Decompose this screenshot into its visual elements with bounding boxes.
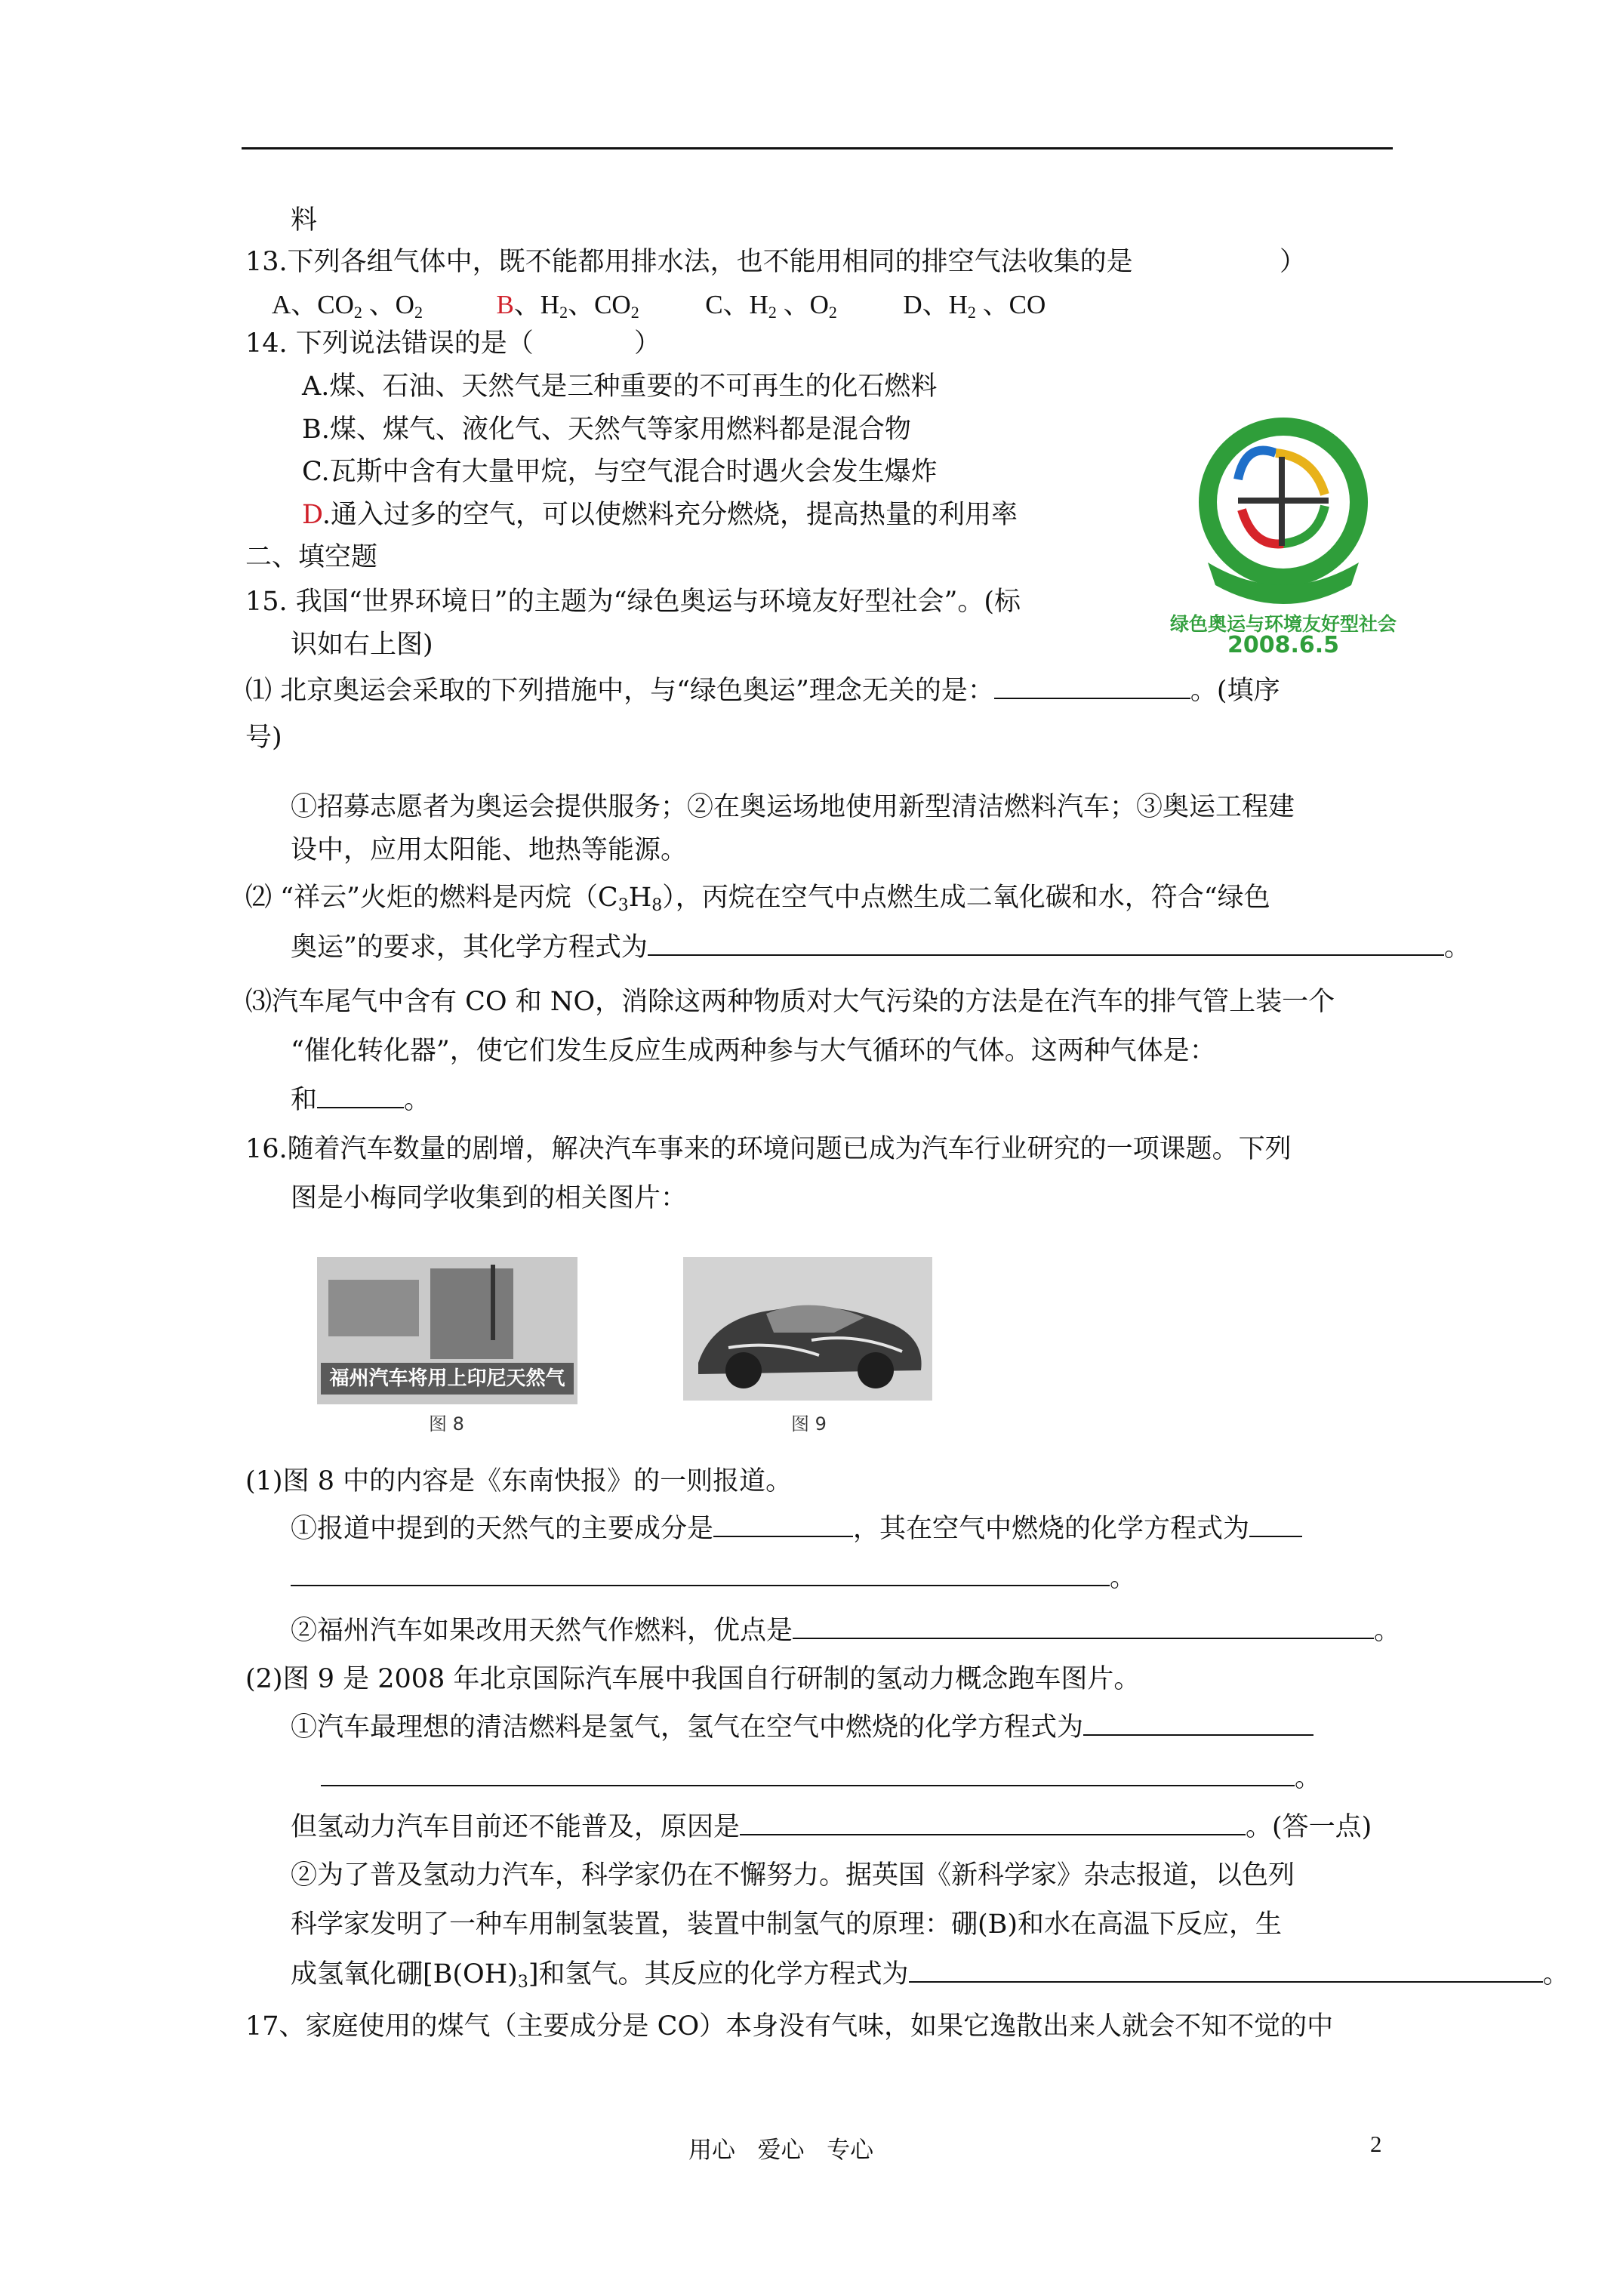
figure-8-photo-left bbox=[328, 1280, 419, 1336]
q16-part1-q2: ②福州汽车如果改用天然气作燃料，优点是 。 bbox=[291, 1616, 1401, 1646]
q16-part2-q2-line2: 科学家发明了一种车用制氢装置，装置中制氢气的原理：硼(B)和水在高温下反应，生 bbox=[291, 1909, 1283, 1940]
q15-part3-line2: “催化转化器”，使它们发生反应生成两种参与大气循环的气体。这两种气体是： bbox=[291, 1036, 1216, 1066]
q16-part2-q1b: 但氢动力汽车目前还不能普及，原因是 。(答一点) bbox=[291, 1812, 1372, 1842]
figure-8-building bbox=[430, 1268, 513, 1359]
q15-part1-options-line2: 设中，应用太阳能、地热等能源。 bbox=[291, 835, 688, 865]
logo-slogan: 绿色奥运与环境友好型社会 bbox=[1169, 613, 1397, 635]
q14-stem: 14. 下列说法错误的是（ bbox=[245, 328, 534, 359]
q16-boron-equation-blank[interactable] bbox=[909, 1959, 1543, 1983]
q13-option-a: A、$CO_2$ 、$O_2$ bbox=[272, 290, 423, 322]
q16-part1-q1: ①报道中提到的天然气的主要成分是 ，其在空气中燃烧的化学方程式为 bbox=[291, 1512, 1302, 1546]
figure-8-banner: 福州汽车将用上印尼天然气 bbox=[321, 1363, 574, 1395]
figure-8-crane bbox=[491, 1265, 495, 1340]
figure-8-caption: 图 8 bbox=[429, 1413, 464, 1435]
q13-stem bbox=[245, 245, 1133, 279]
section-title: 二、填空题 bbox=[245, 542, 378, 572]
q16-hydrogen-equation-blank-b[interactable] bbox=[321, 1762, 1295, 1786]
q15-part2-line1: ⑵ “祥云”火炬的燃料是丙烷$(C_3H_8)$，丙烷在空气中点燃生成二氧化碳和水，符合“绿色 bbox=[245, 883, 1270, 915]
q16-stem-line2: 图是小梅同学收集到的相关图片： bbox=[291, 1183, 688, 1213]
q15-part3-line3: 和 。 bbox=[291, 1085, 431, 1115]
q15-stem-line2: 识如右上图) bbox=[291, 630, 433, 660]
figure-8-newspaper-image bbox=[317, 1257, 577, 1404]
q16-part2-q2-line1: ②为了普及氢动力汽车，科学家仍在不懈努力。据英国《新科学家》杂志报道，以色列 bbox=[291, 1860, 1295, 1891]
q15-part1-wrap: 号) bbox=[245, 723, 282, 753]
figure-9-caption: 图 9 bbox=[791, 1413, 827, 1435]
q13-options bbox=[272, 288, 1046, 329]
q16-part2-q1-cont: 。 bbox=[321, 1761, 1321, 1795]
q16-methane-equation-blank-b[interactable] bbox=[291, 1562, 1110, 1586]
q13-option-b-letter: B bbox=[496, 290, 514, 319]
q15-part1: ⑴ 北京奥运会采取的下列措施中，与“绿色奥运”理念无关的是： 。(填序 bbox=[245, 676, 1280, 706]
header-rule bbox=[242, 147, 1393, 149]
q14-option-d-letter: D bbox=[302, 500, 322, 530]
q15-part1-answer-blank[interactable] bbox=[994, 675, 1190, 699]
q13-option-b: B、$H_2$、$CO_2$ bbox=[496, 290, 639, 322]
q16-methane-equation-blank-a[interactable] bbox=[1249, 1513, 1302, 1537]
q15-part3-line1: ⑶汽车尾气中含有 CO 和 NO，消除这两种物质对大气污染的方法是在汽车的排气管上装一个 bbox=[245, 987, 1335, 1017]
q15-equation-blank[interactable] bbox=[648, 932, 1444, 956]
continued-text: 料 bbox=[291, 205, 318, 236]
q13-stem-text: 13.下列各组气体中，既不能都用排水法，也不能用相同的排空气法收集的是 bbox=[245, 247, 1133, 277]
q16-stem-line1: 16.随着汽车数量的剧增，解决汽车事来的环境问题已成为汽车行业研究的一项课题。下列 bbox=[245, 1134, 1292, 1164]
figure-9-car-image bbox=[683, 1257, 932, 1401]
logo-date: 2008.6.5 bbox=[1227, 632, 1340, 658]
q14-option-b: B.煤、煤气、液化气、天然气等家用燃料都是混合物 bbox=[302, 415, 911, 445]
q13-option-d: D、$H_2$ 、CO bbox=[903, 290, 1046, 322]
q15-stem-line1: 15. 我国“世界环境日”的主题为“绿色奥运与环境友好型社会”。(标 bbox=[245, 587, 1021, 617]
q16-reason-blank[interactable] bbox=[740, 1811, 1246, 1835]
q15-part1-options-line1: ①招募志愿者为奥运会提供服务；②在奥运场地使用新型清洁燃料汽车；③奥运工程建 bbox=[291, 792, 1295, 822]
q16-part2-q1: ①汽车最理想的清洁燃料是氢气，氢气在空气中燃烧的化学方程式为 bbox=[291, 1711, 1313, 1744]
q16-part1: (1)图 8 中的内容是《东南快报》的一则报道。 bbox=[245, 1466, 793, 1496]
q15-part2-line2: 奥运”的要求，其化学方程式为 。 bbox=[291, 932, 1471, 963]
q15-gas2-blank[interactable] bbox=[317, 1084, 404, 1108]
q13-paren-close: ） bbox=[1280, 247, 1307, 277]
footer-motto: 用心 爱心 专心 bbox=[688, 2137, 874, 2164]
q16-part1-q1-cont: 。 bbox=[291, 1561, 1136, 1595]
q14-option-c: C.瓦斯中含有大量甲烷，与空气混合时遇火会发生爆炸 bbox=[302, 457, 938, 487]
q17-stem: 17、家庭使用的煤气（主要成分是 CO）本身没有气味，如果它逸散出来人就会不知不觉的中 bbox=[245, 2011, 1334, 2042]
q16-hydrogen-equation-blank-a[interactable] bbox=[1083, 1712, 1313, 1736]
q13-option-c: C、$H_2$ 、$O_2$ bbox=[705, 290, 837, 322]
page-number: 2 bbox=[1370, 2131, 1382, 2157]
q16-main-component-blank[interactable] bbox=[713, 1513, 853, 1537]
q16-part2: (2)图 9 是 2008 年北京国际汽车展中我国自行研制的氢动力概念跑车图片。 bbox=[245, 1664, 1141, 1694]
q14-paren-close: ） bbox=[634, 328, 661, 359]
q16-advantage-blank[interactable] bbox=[793, 1615, 1374, 1639]
q14-option-d: D.通入过多的空气，可以使燃料充分燃烧，提高热量的利用率 bbox=[302, 500, 1018, 530]
q16-part2-q2-line3: 成氢氧化硼$[B(OH)_3]$和氢气。其反应的化学方程式为 。 bbox=[291, 1959, 1569, 1992]
green-olympics-logo bbox=[1163, 411, 1404, 661]
concept-car-icon bbox=[683, 1257, 932, 1401]
q14-option-a: A.煤、石油、天然气是三种重要的不可再生的化石燃料 bbox=[302, 371, 938, 402]
